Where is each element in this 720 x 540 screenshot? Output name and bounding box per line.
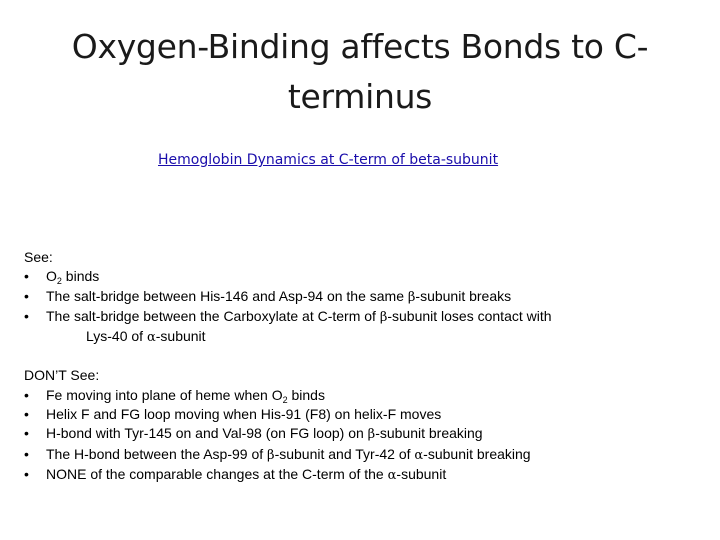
bullet-icon: • [24, 307, 29, 324]
bullet-icon: • [24, 425, 29, 442]
dont-see-heading: DON’T See: [24, 367, 100, 384]
slide-body [24, 248, 704, 485]
list-item: • Helix F and FG loop moving when His-91 (F8) on helix-F moves [24, 405, 704, 424]
alpha-symbol: α [387, 467, 397, 483]
list-item-continuation: Lys-40 of α-subunit [86, 328, 206, 346]
beta-symbol: β [267, 447, 275, 463]
slide-title: Oxygen-Binding affects Bonds to C-terminus [71, 27, 649, 116]
bullet-icon: • [24, 287, 29, 304]
bullet-icon: • [24, 406, 29, 423]
alpha-symbol: α [146, 330, 156, 346]
list-item: • Fe moving into plane of heme when $O_2$ binds [24, 386, 325, 405]
beta-symbol: β [407, 289, 416, 305]
list-item: • The H-bond between the Asp-99 of β-subunit and Tyr-42 of α-subunit breaking [24, 445, 531, 463]
beta-symbol: β [367, 427, 376, 443]
see-heading: See: [24, 249, 53, 265]
beta-symbol: β [379, 309, 388, 325]
bullet-icon: • [24, 445, 29, 462]
list-item: • $O_2$ binds [24, 268, 100, 287]
list-item: • H-bond with Tyr-145 on and Val-98 (on FG loop) on β-subunit breaking [24, 425, 483, 443]
list-item: • NONE of the comparable changes at the C-term of the α-subunit [24, 465, 447, 483]
bullet-icon: • [24, 386, 29, 403]
bullet-icon: • [24, 268, 29, 285]
list-item: • The salt-bridge between His-146 and Asp-94 on the same β-subunit breaks [24, 287, 512, 305]
bullet-icon: • [24, 465, 29, 482]
list-item: • The salt-bridge between the Carboxylate at C-term of β-subunit loses contact with [24, 307, 552, 325]
alpha-symbol: α [414, 447, 424, 463]
hemoglobin-dynamics-link[interactable]: Hemoglobin Dynamics at C-term of beta-subunit [158, 152, 499, 168]
